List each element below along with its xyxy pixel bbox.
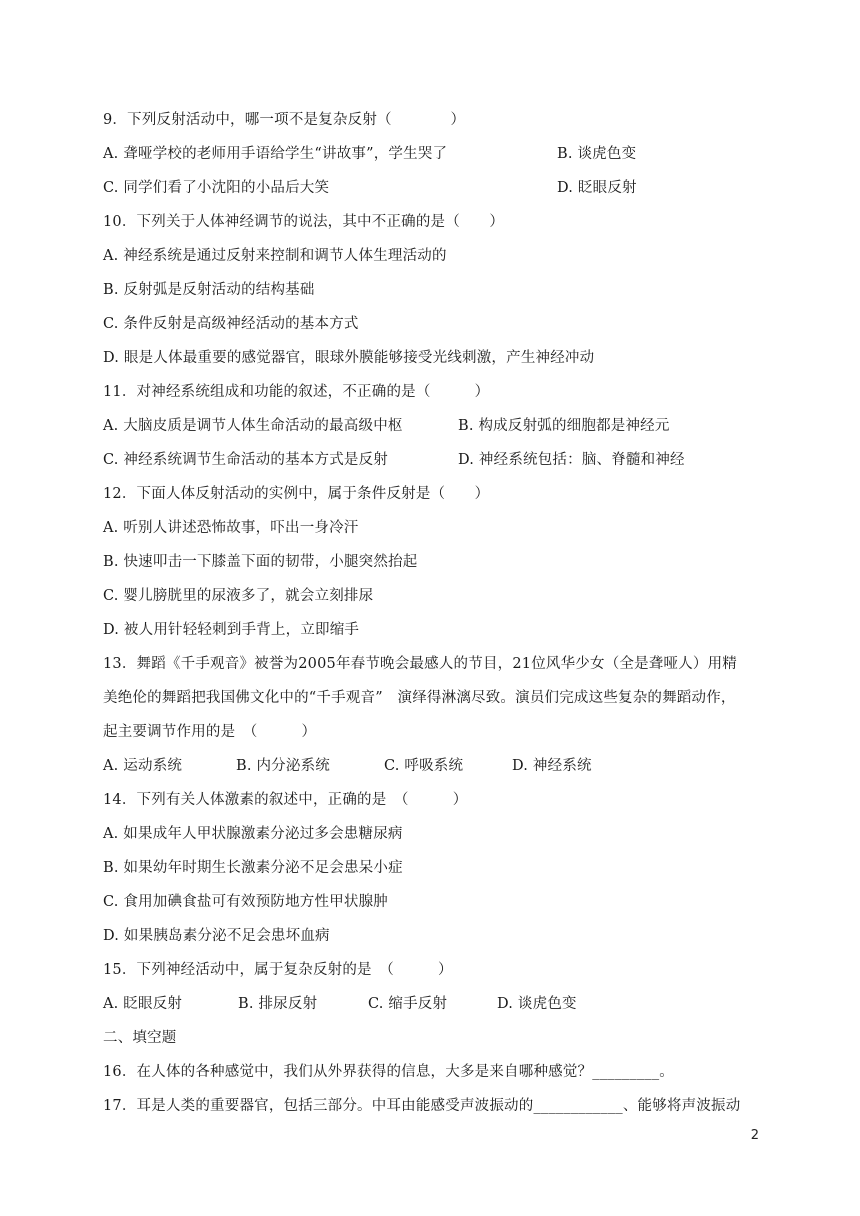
question-13-stem-line1: 13．舞蹈《千手观音》被誉为2005年春节晚会最感人的节目，21位风华少女（全是聋哑人）用精 bbox=[103, 656, 737, 672]
question-11-option-d: D. 神经系统包括：脑、脊髓和神经 bbox=[458, 452, 685, 468]
question-10-option-b: B. 反射弧是反射活动的结构基础 bbox=[103, 282, 315, 298]
question-13-stem-line2: 美绝伦的舞蹈把我国佛文化中的“千手观音” 演绎得淋漓尽致。演员们完成这些复杂的舞蹈动作， bbox=[103, 690, 736, 706]
question-9-option-c: C. 同学们看了小沈阳的小品后大笑 bbox=[103, 180, 330, 196]
question-14-option-b: B. 如果幼年时期生长激素分泌不足会患呆小症 bbox=[103, 860, 403, 876]
question-16: 16．在人体的各种感觉中，我们从外界获得的信息，大多是来自哪种感觉？_________。 bbox=[103, 1064, 674, 1080]
question-15-option-c: C. 缩手反射 bbox=[368, 996, 448, 1012]
question-14-stem: 14．下列有关人体激素的叙述中，正确的是 （ ） bbox=[103, 792, 468, 808]
question-11-option-c: C. 神经系统调节生命活动的基本方式是反射 bbox=[103, 452, 388, 468]
question-15-stem: 15．下列神经活动中，属于复杂反射的是 （ ） bbox=[103, 962, 453, 978]
question-12-option-a: A. 听别人讲述恐怖故事，吓出一身冷汗 bbox=[103, 520, 359, 536]
question-9-option-a: A. 聋哑学校的老师用手语给学生“讲故事”，学生哭了 bbox=[103, 146, 448, 162]
question-13-stem-line3: 起主要调节作用的是 （ ） bbox=[103, 724, 317, 740]
question-13-option-b: B. 内分泌系统 bbox=[236, 758, 330, 774]
question-10-option-a: A. 神经系统是通过反射来控制和调节人体生理活动的 bbox=[103, 248, 447, 264]
question-9-stem: 9．下列反射活动中，哪一项不是复杂反射（ ） bbox=[103, 112, 466, 128]
section-heading-fill-in: 二、填空题 bbox=[103, 1030, 177, 1046]
question-17: 17．耳是人类的重要器官，包括三部分。中耳由能感受声波振动的____________、能够将声波振动 bbox=[103, 1098, 741, 1114]
question-12-stem: 12．下面人体反射活动的实例中，属于条件反射是（ ） bbox=[103, 486, 490, 502]
question-11-option-a: A. 大脑皮质是调节人体生命活动的最高级中枢 bbox=[103, 418, 403, 434]
question-14-option-a: A. 如果成年人甲状腺激素分泌过多会患糖尿病 bbox=[103, 826, 403, 842]
question-14-option-d: D. 如果胰岛素分泌不足会患坏血病 bbox=[103, 928, 330, 944]
question-12-option-d: D. 被人用针轻轻刺到手背上，立即缩手 bbox=[103, 622, 360, 638]
question-9-option-b: B. 谈虎色变 bbox=[557, 146, 637, 162]
question-10-stem: 10．下列关于人体神经调节的说法，其中不正确的是（ ） bbox=[103, 214, 505, 230]
question-13-option-a: A. 运动系统 bbox=[103, 758, 183, 774]
question-13-option-d: D. 神经系统 bbox=[512, 758, 592, 774]
question-15-option-b: B. 排尿反射 bbox=[238, 996, 318, 1012]
question-10-option-d: D. 眼是人体最重要的感觉器官，眼球外膜能够接受光线刺激，产生神经冲动 bbox=[103, 350, 595, 366]
question-9-option-d: D. 眨眼反射 bbox=[557, 180, 637, 196]
question-13-option-c: C. 呼吸系统 bbox=[384, 758, 464, 774]
question-12-option-c: C. 婴儿膀胱里的尿液多了，就会立刻排尿 bbox=[103, 588, 374, 604]
question-10-option-c: C. 条件反射是高级神经活动的基本方式 bbox=[103, 316, 359, 332]
question-14-option-c: C. 食用加碘食盐可有效预防地方性甲状腺肿 bbox=[103, 894, 388, 910]
question-11-stem: 11．对神经系统组成和功能的叙述，不正确的是（ ） bbox=[103, 384, 490, 400]
question-11-option-b: B. 构成反射弧的细胞都是神经元 bbox=[458, 418, 670, 434]
page-number: 2 bbox=[750, 1128, 759, 1143]
question-15-option-d: D. 谈虎色变 bbox=[497, 996, 577, 1012]
question-15-option-a: A. 眨眼反射 bbox=[103, 996, 183, 1012]
question-12-option-b: B. 快速叩击一下膝盖下面的韧带，小腿突然抬起 bbox=[103, 554, 418, 570]
